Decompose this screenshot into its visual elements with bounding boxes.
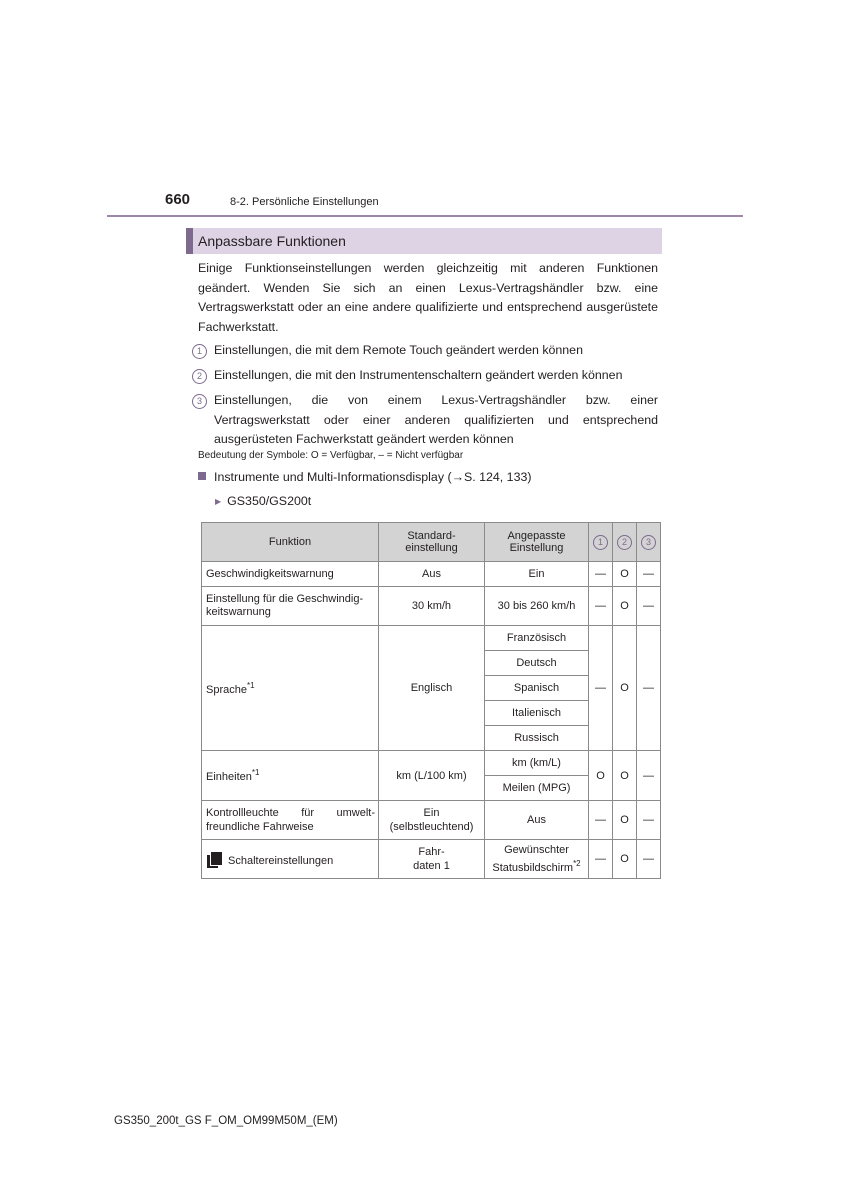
number-1-icon: 1 <box>593 535 608 550</box>
book-icon <box>206 851 222 867</box>
cell-col-2: O <box>613 562 637 587</box>
cell-col-3: — <box>637 840 661 879</box>
number-1-icon: 1 <box>192 344 207 359</box>
cell-funktion: Sprache$^{*1}$ <box>202 626 379 751</box>
header-standard: Standard- einstellung <box>379 523 485 562</box>
cell-custom: Französisch <box>485 626 589 651</box>
table-row <box>202 562 661 587</box>
header-funktion: Funktion <box>202 523 379 562</box>
cell-standard: Fahr- daten 1 <box>379 840 485 879</box>
cell-standard: Ein (selbstleuchtend) <box>379 801 485 840</box>
table-row <box>202 751 661 776</box>
header-angepasst: Angepasste Einstellung <box>485 523 589 562</box>
cell-col-1: — <box>589 840 613 879</box>
number-3-icon: 3 <box>192 394 207 409</box>
cell-col-1: O <box>589 751 613 801</box>
table-header-row <box>202 523 661 562</box>
cell-col-3: — <box>637 626 661 751</box>
symbol-legend: Bedeutung der Symbole: O = Verfügbar, – = Nicht verfügbar <box>198 450 464 461</box>
cell-standard: Englisch <box>379 626 485 751</box>
list-item-text: Einstellungen, die mit den Instrumentenschaltern geändert werden können <box>214 368 623 382</box>
cell-funktion: Geschwindigkeitswarnung <box>202 562 379 587</box>
header-rule <box>107 215 743 217</box>
settings-table <box>201 522 661 879</box>
cell-col-3: — <box>637 587 661 626</box>
model-text: GS350/GS200t <box>227 494 312 508</box>
cell-custom: Aus <box>485 801 589 840</box>
section-heading <box>186 228 662 254</box>
intro-paragraph: Einige Funktionseinstellungen werden gleichzeitig mit anderen Funktionen geändert. Wenden Sie sich an einen Lexus-Vertragshändler bzw. eine Vertragswerkstatt oder an eine andere qualifizierte und entsprechend ausgerüstete Fachwerkstatt. <box>198 261 658 334</box>
list-item-text: Einstellungen, die mit dem Remote Touch geändert werden können <box>214 343 583 357</box>
cell-custom: Gewünschter Statusbildschirm$^{*2}$ <box>485 840 589 879</box>
header-col-2 <box>613 523 637 562</box>
cell-standard: 30 km/h <box>379 587 485 626</box>
heading-accent-bar <box>186 228 193 254</box>
cell-col-2: O <box>613 801 637 840</box>
cell-col-1: — <box>589 626 613 751</box>
table-row <box>202 587 661 626</box>
cell-custom: Meilen (MPG) <box>485 776 589 801</box>
cell-funktion: Einstellung für die Geschwindig- keitswarnung <box>202 587 379 626</box>
cell-col-3: — <box>637 562 661 587</box>
header-col-1 <box>589 523 613 562</box>
cell-custom: Deutsch <box>485 651 589 676</box>
table-row <box>202 840 661 879</box>
cell-custom: Spanisch <box>485 676 589 701</box>
cell-col-2: O <box>613 751 637 801</box>
triangle-bullet-icon: ▶ <box>215 497 222 506</box>
cell-custom: Italienisch <box>485 701 589 726</box>
section-title: 8-2. Persönliche Einstellungen <box>230 196 379 208</box>
cell-col-2: O <box>613 587 637 626</box>
cell-standard: km (L/100 km) <box>379 751 485 801</box>
table-row <box>202 626 661 651</box>
cell-funktion: Schaltereinstellungen <box>202 840 379 879</box>
square-bullet-icon <box>198 472 206 480</box>
cell-standard: Aus <box>379 562 485 587</box>
cell-col-3: — <box>637 751 661 801</box>
footer-doc-code: GS350_200t_GS F_OM_OM99M50M_(EM) <box>114 1115 338 1127</box>
cell-col-2: O <box>613 840 637 879</box>
list-item-text: Einstellungen, die von einem Lexus-Vertragshändler bzw. einer Vertragswerkstatt oder einer anderen qualifizierten und entsprechend ausgerüsteten Fachwerkstatt geändert werden können <box>214 393 658 446</box>
heading-text: Anpassbare Funktionen <box>198 233 346 249</box>
cell-custom: Ein <box>485 562 589 587</box>
cell-custom: 30 bis 260 km/h <box>485 587 589 626</box>
page-number: 660 <box>165 191 191 208</box>
cell-col-1: — <box>589 587 613 626</box>
cell-col-2: O <box>613 626 637 751</box>
sub-heading <box>198 470 532 484</box>
cell-funktion: Einheiten$^{*1}$ <box>202 751 379 801</box>
cell-col-3: — <box>637 801 661 840</box>
table-row <box>202 801 661 840</box>
header-col-3 <box>637 523 661 562</box>
cell-col-1: — <box>589 562 613 587</box>
list-item <box>192 391 658 450</box>
cell-funktion: Kontrollleuchte für umwelt- freundliche Fahrweise <box>202 801 379 840</box>
list-item <box>192 366 658 386</box>
cell-col-1: — <box>589 801 613 840</box>
cell-custom: Russisch <box>485 726 589 751</box>
list-item <box>192 341 658 361</box>
number-2-icon: 2 <box>192 369 207 384</box>
model-label <box>215 494 311 508</box>
cell-custom: km (km/L) <box>485 751 589 776</box>
number-2-icon: 2 <box>617 535 632 550</box>
sub-heading-text: Instrumente und Multi-Informationsdisplay (→S. 124, 133) <box>214 470 532 484</box>
number-3-icon: 3 <box>641 535 656 550</box>
